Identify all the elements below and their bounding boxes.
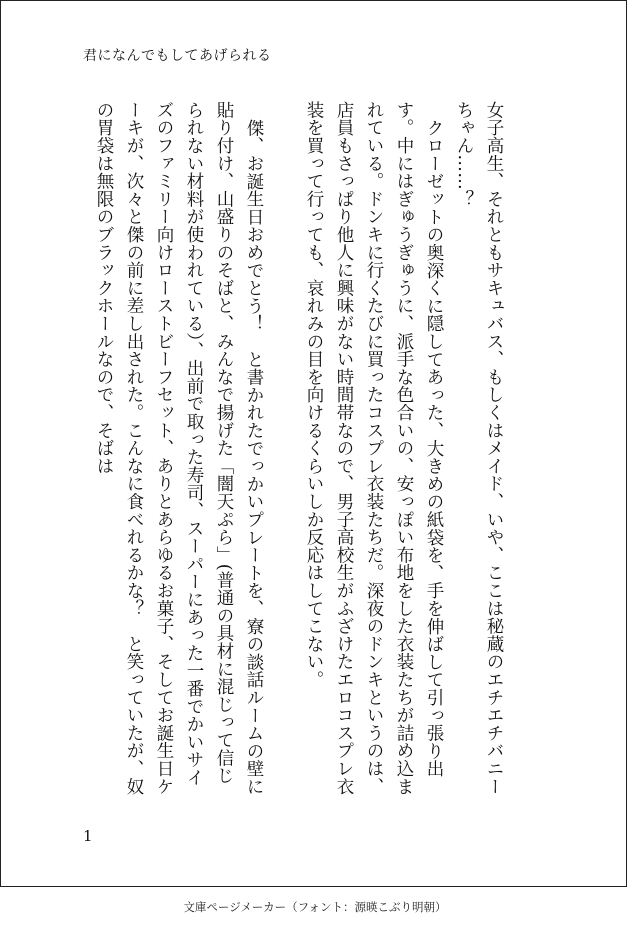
page-number: 1: [83, 827, 93, 845]
paragraph-2: クローゼットの奥深くに隠してあった、大きめの紙袋を、手を伸ばして引っ張り出す。中にはぎゅうぎゅうに、派手な色合いの、安っぽい布地をした衣装たちが詰め込まれている。ドンキに行くたびに買ったコスプレ衣装たちだ。深夜のドンキというのは、店員もさっぱり他人に興味がない時間帯なので、男子高校生がふざけたエロコスプレ衣装を買って行っても、哀れみの目を向けるくらいしか反応はしてこない。: [304, 101, 444, 796]
footer-caption: 文庫ページメーカー（フォント：源暎こぶり明朝）: [183, 900, 447, 914]
paragraph-3: 傑、お誕生日おめでとう！ と書かれたでっかいプレートを、寮の談話ルームの壁に貼り付け、山盛りのそばと、みんなで揚げた「闇天ぷら」(普通の具材に混じって信じられない材料が使われている）、出前で取った寿司、スーパーにあった一番でかいサイズのファミリー向けローストビーフセット、ありとあらゆるお菓子、そしてお誕生日ケーキが、次々と傑の前に差し出された。こんなに食べれるかな？ と笑っていたが、奴の胃袋は無限のブラックホールなので、そばは: [94, 101, 264, 796]
running-title: 君になんでもしてあげられる: [83, 48, 272, 64]
paragraph-1: 女子高生、それともサキュバス、もしくはメイド、いや、ここは秘蔵のエチエチバニーちゃん……？: [454, 101, 504, 796]
vertical-text-body: [79, 101, 509, 801]
